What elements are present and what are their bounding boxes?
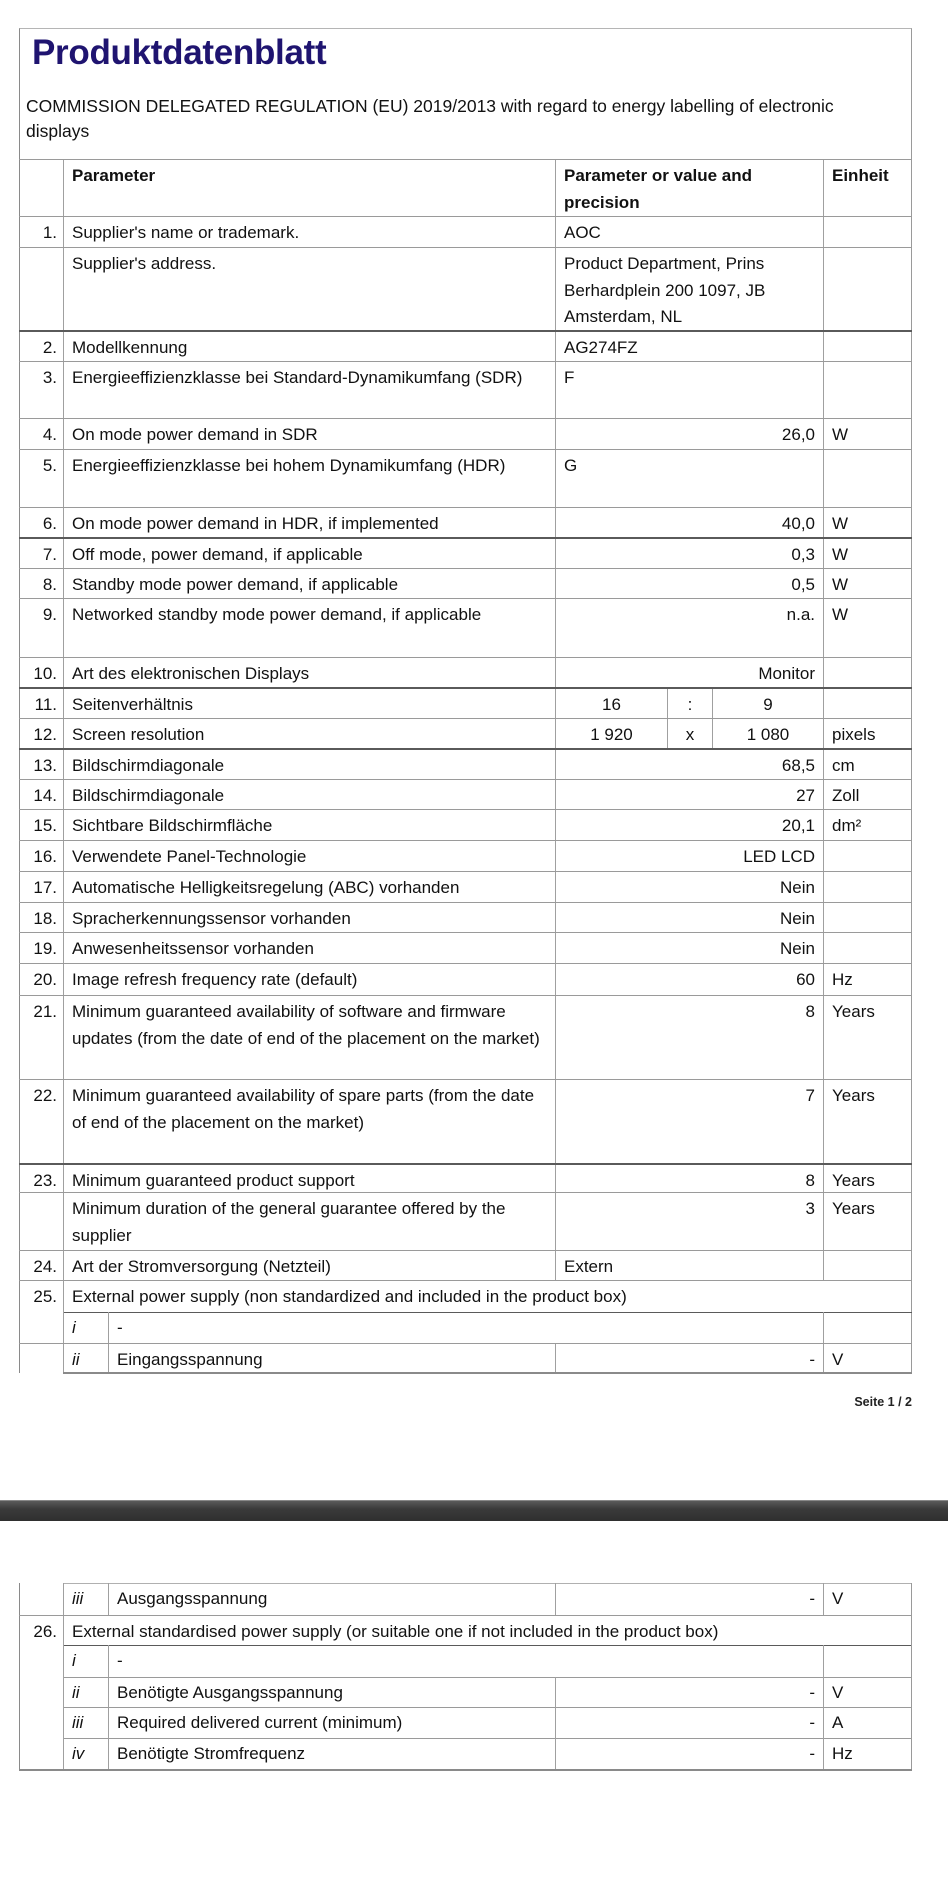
table-row (19, 995, 912, 1079)
row-unit: Years (823, 1165, 912, 1192)
row-parameter: Verwendete Panel-Technologie (63, 841, 555, 871)
row-parameter: Minimum duration of the general guarantee offered by the supplier (63, 1193, 555, 1250)
subrow-unit: V (823, 1583, 912, 1615)
row-parameter: Standby mode power demand, if applicable (63, 569, 555, 598)
table-row (19, 507, 912, 537)
table-row (19, 1615, 912, 1645)
page-2-table-bottom-border (19, 1769, 912, 1771)
table-row (19, 216, 912, 247)
row-unit: Zoll (823, 780, 912, 809)
row-num: 21. (33, 1002, 57, 1021)
row-parameter: Modellkennung (63, 332, 555, 361)
row-parameter: Energieeffizienzklasse bei hohem Dynamikumfang (HDR) (63, 450, 555, 507)
row-num: 12. (33, 725, 57, 744)
row-parameter: Bildschirmdiagonale (63, 750, 555, 779)
subrow-index: i (63, 1645, 108, 1677)
row-value: 8 (555, 996, 823, 1079)
row-parameter: External power supply (non standardized and included in the product box) (63, 1281, 912, 1312)
row-unit: cm (823, 750, 912, 779)
row-parameter: Supplier's name or trademark. (63, 217, 555, 247)
row-num (19, 248, 63, 330)
table-row (19, 902, 912, 932)
table-row (19, 247, 912, 330)
table-bottom-border (63, 1372, 912, 1374)
subrow-parameter: Eingangsspannung (108, 1344, 555, 1373)
header-unit: Einheit (823, 160, 912, 216)
header-parameter: Parameter (63, 160, 555, 216)
row-unit (823, 903, 912, 932)
row-num: 26. (33, 1622, 57, 1641)
row-unit (823, 933, 912, 963)
subrow-value: - (555, 1677, 823, 1707)
table-row (19, 449, 912, 507)
subrow-parameter: Benötigte Stromfrequenz (108, 1738, 555, 1769)
table-subrow (19, 1312, 912, 1343)
row-num: 4. (42, 425, 57, 444)
row-num: 20. (33, 970, 57, 989)
row-parameter: Off mode, power demand, if applicable (63, 539, 555, 568)
subrow-parameter: Required delivered current (minimum) (108, 1707, 555, 1738)
row-unit: W (823, 569, 912, 598)
row-value: 8 (555, 1165, 823, 1192)
row-num (19, 1193, 63, 1250)
row-unit (823, 450, 912, 507)
row-parameter: Seitenverhältnis (63, 689, 555, 718)
row-unit (823, 362, 912, 418)
row-num: 13. (33, 756, 57, 775)
table-row (19, 1079, 912, 1163)
table-subrow (19, 1645, 912, 1677)
row-unit: Years (823, 996, 912, 1079)
row-parameter: Minimum guaranteed availability of spare parts (from the date of end of the placement on the market) (63, 1080, 555, 1163)
resolution-height: 1 080 (712, 719, 823, 748)
table-row (19, 1163, 912, 1192)
row-num: 16. (33, 847, 57, 866)
header-num (19, 160, 63, 216)
row-unit: W (823, 419, 912, 449)
row-num: 5. (42, 456, 57, 475)
row-value: 68,5 (555, 750, 823, 779)
subrow-index: i (63, 1312, 108, 1343)
table-row (19, 809, 912, 840)
subrow-unit: V (823, 1677, 912, 1707)
row-num: 18. (33, 909, 57, 928)
table-subrow (19, 1738, 912, 1769)
subrow-parameter: Ausgangsspannung (108, 1583, 555, 1615)
subrow-index: ii (63, 1344, 108, 1373)
row-unit: Years (823, 1193, 912, 1250)
subrow-unit: Hz (823, 1738, 912, 1769)
table-row (19, 840, 912, 871)
table-row (19, 1250, 912, 1280)
row-num: 10. (33, 664, 57, 683)
table-row (19, 963, 912, 995)
row-num: 25. (33, 1287, 57, 1306)
row-parameter: Energieeffizienzklasse bei Standard-Dynamikumfang (SDR) (63, 362, 555, 418)
row-value: 26,0 (555, 419, 823, 449)
table-row (19, 568, 912, 598)
row-value: 0,3 (555, 539, 823, 568)
row-parameter: Minimum guaranteed product support (63, 1165, 555, 1192)
row-parameter: Sichtbare Bildschirmfläche (63, 810, 555, 840)
row-unit (823, 217, 912, 247)
row-parameter: Automatische Helligkeitsregelung (ABC) vorhanden (63, 872, 555, 902)
table-row (19, 361, 912, 418)
row-parameter: Minimum guaranteed availability of software and firmware updates (from the date of end of the placement on the market) (63, 996, 555, 1079)
row-unit (823, 689, 912, 718)
row-value: AOC (555, 217, 823, 247)
row-unit (823, 841, 912, 871)
row-parameter: Art der Stromversorgung (Netzteil) (63, 1251, 555, 1280)
row-value: G (555, 450, 823, 507)
row-unit (823, 1251, 912, 1280)
row-parameter: Spracherkennungssensor vorhanden (63, 903, 555, 932)
table-row (19, 748, 912, 779)
subrow-unit: V (823, 1344, 912, 1373)
subrow-value: - (555, 1707, 823, 1738)
page-number: Seite 1 / 2 (854, 1395, 912, 1409)
row-num: 17. (33, 878, 57, 897)
subrow-unit (823, 1312, 912, 1343)
subrow-parameter: Benötigte Ausgangsspannung (108, 1677, 555, 1707)
row-num: 3. (42, 368, 57, 387)
row-value: Nein (555, 933, 823, 963)
subrow-value: - (555, 1344, 823, 1373)
row-value: 3 (555, 1193, 823, 1250)
row-unit (823, 872, 912, 902)
row-value: Nein (555, 903, 823, 932)
row-value: Monitor (555, 658, 823, 687)
subrow-index: iv (63, 1738, 108, 1769)
row-num: 19. (33, 939, 57, 958)
subrow-unit: A (823, 1707, 912, 1738)
row-value: AG274FZ (555, 332, 823, 361)
page-break-divider (0, 1500, 948, 1521)
row-value: 0,5 (555, 569, 823, 598)
table-row (19, 1192, 912, 1250)
table-row (19, 718, 912, 748)
table-subrow (19, 1583, 912, 1615)
row-unit: W (823, 508, 912, 537)
row-unit (823, 332, 912, 361)
aspect-height: 9 (712, 689, 823, 718)
table-row (19, 418, 912, 449)
row-value: 40,0 (555, 508, 823, 537)
table-subrow (19, 1677, 912, 1707)
table-subrow (19, 1343, 912, 1373)
row-parameter: On mode power demand in HDR, if implemented (63, 508, 555, 537)
row-parameter: Screen resolution (63, 719, 555, 748)
row-parameter: Networked standby mode power demand, if applicable (63, 599, 555, 657)
row-num: 14. (33, 786, 57, 805)
row-num: 22. (33, 1086, 57, 1105)
table-row (19, 657, 912, 687)
table-row (19, 330, 912, 361)
header-value: Parameter or value and precision (555, 160, 823, 216)
row-num: 2. (42, 338, 57, 357)
row-value: 7 (555, 1080, 823, 1163)
table-row (19, 932, 912, 963)
table-subrow (19, 1707, 912, 1738)
row-num: 24. (33, 1257, 57, 1276)
row-num: 11. (34, 695, 57, 714)
subrow-index: iii (63, 1707, 108, 1738)
table-row (19, 537, 912, 568)
row-num: 7. (42, 545, 57, 564)
row-num: 15. (33, 816, 57, 835)
row-unit: W (823, 539, 912, 568)
row-parameter: Anwesenheitssensor vorhanden (63, 933, 555, 963)
row-unit (823, 248, 912, 330)
row-num: 9. (42, 605, 57, 624)
subrow-unit (823, 1645, 912, 1677)
row-value: n.a. (555, 599, 823, 657)
subrow-index: iii (63, 1583, 108, 1615)
resolution-separator: x (667, 719, 712, 748)
row-value: F (555, 362, 823, 418)
table-row (19, 1280, 912, 1312)
table-row (19, 598, 912, 657)
regulation-subtitle: COMMISSION DELEGATED REGULATION (EU) 2019/2013 with regard to energy labelling of electronic displays (26, 96, 834, 141)
subrow-value: - (555, 1583, 823, 1615)
row-unit: Years (823, 1080, 912, 1163)
row-value: 20,1 (555, 810, 823, 840)
row-value: 27 (555, 780, 823, 809)
row-unit: dm² (823, 810, 912, 840)
row-num: 8. (42, 575, 57, 594)
row-parameter: Bildschirmdiagonale (63, 780, 555, 809)
table-row (19, 687, 912, 718)
table-header-row (19, 159, 912, 216)
row-unit (823, 658, 912, 687)
row-parameter: External standardised power supply (or suitable one if not included in the product box) (63, 1616, 912, 1645)
subrow-index: ii (63, 1677, 108, 1707)
row-parameter: Image refresh frequency rate (default) (63, 964, 555, 995)
table-row (19, 779, 912, 809)
row-unit: W (823, 599, 912, 657)
aspect-width: 16 (555, 689, 667, 718)
row-value: LED LCD (555, 841, 823, 871)
row-value: Nein (555, 872, 823, 902)
row-parameter: Supplier's address. (63, 248, 555, 330)
row-unit: Hz (823, 964, 912, 995)
table-row (19, 871, 912, 902)
subrow-parameter: - (108, 1645, 823, 1677)
row-parameter: On mode power demand in SDR (63, 419, 555, 449)
resolution-width: 1 920 (555, 719, 667, 748)
row-value: Extern (555, 1251, 823, 1280)
page-title: Produktdatenblatt (32, 33, 327, 72)
row-unit: pixels (823, 719, 912, 748)
subrow-value: - (555, 1738, 823, 1769)
aspect-separator: : (667, 689, 712, 718)
row-num: 23. (33, 1171, 57, 1190)
row-num: 1. (42, 223, 57, 242)
subrow-parameter: - (108, 1312, 823, 1343)
row-value: 60 (555, 964, 823, 995)
row-value: Product Department, Prins Berhardplein 200 1097, JB Amsterdam, NL (555, 248, 823, 330)
row-parameter: Art des elektronischen Displays (63, 658, 555, 687)
row-num: 6. (42, 514, 57, 533)
